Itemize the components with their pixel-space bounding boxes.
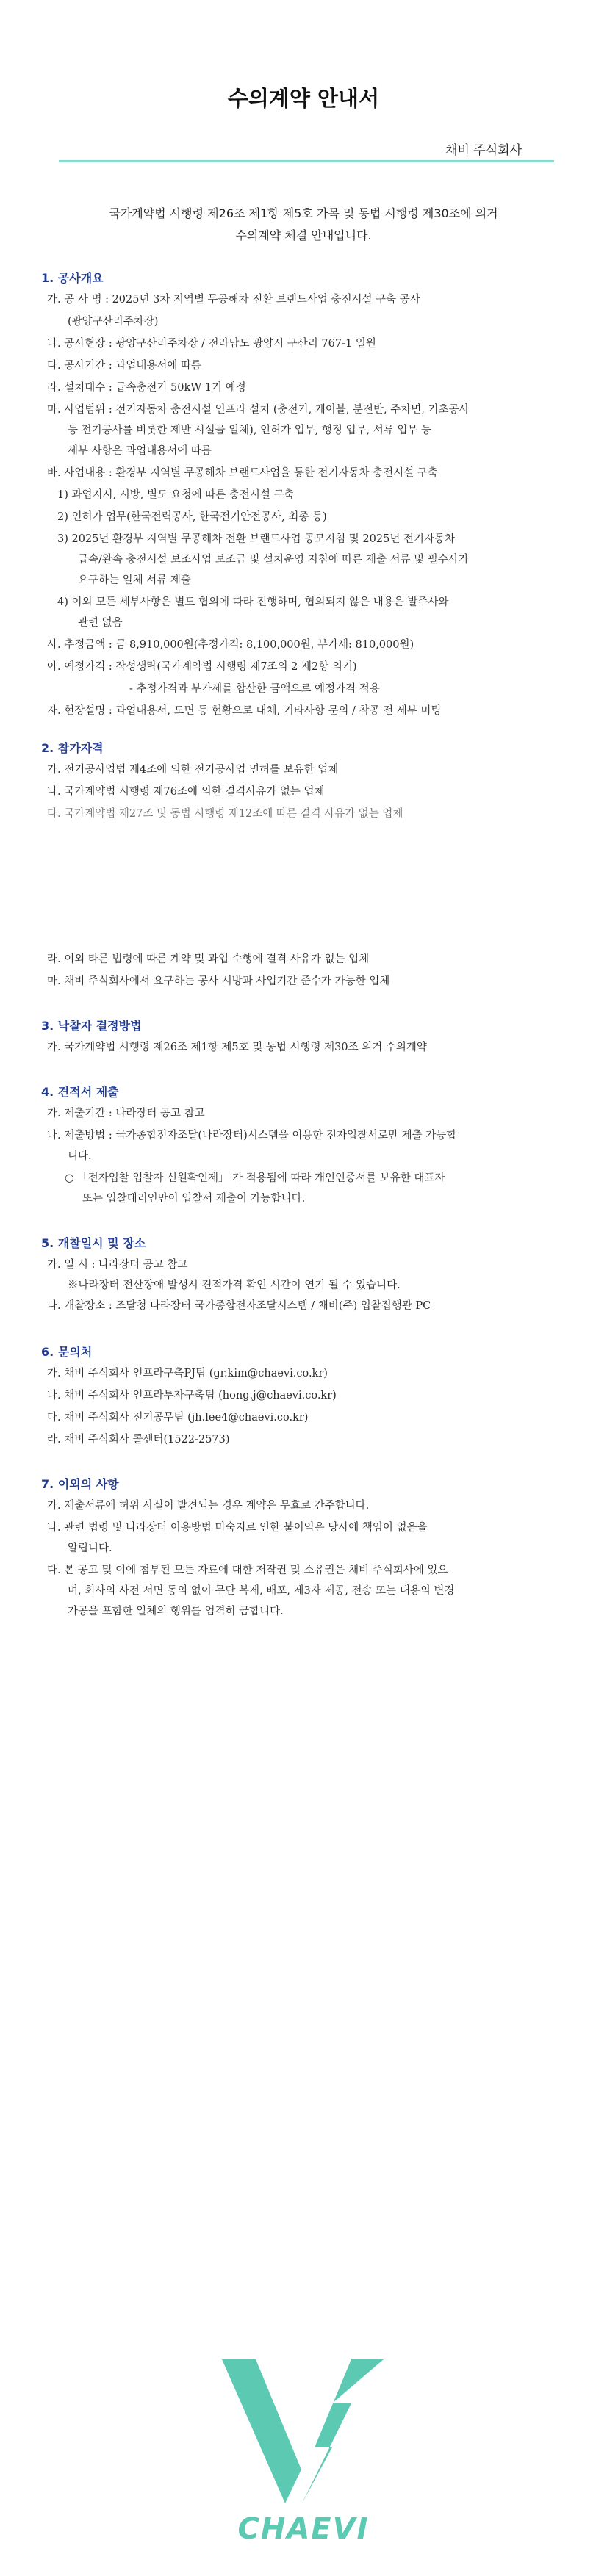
section-1-title: 1. 공사개요	[41, 271, 104, 285]
s1-item-e-cont-2: 세부 사항은 과업내용서에 따름	[68, 445, 212, 457]
s1-item-f3: 3) 2025년 환경부 지역별 무공해차 전환 브랜드사업 공모지침 및 2025년 전기자동차	[57, 533, 455, 545]
s4-note: ○ 「전자입찰 입찰자 신원확인제」 가 적용됨에 따라 개인인증서를 보유한 대표자	[65, 1172, 445, 1184]
header-divider	[59, 160, 554, 162]
s1-item-e: 마. 사업범위 : 전기자동차 충전시설 인프라 설치 (충전기, 케이블, 분전반, 주차면, 기초공사	[47, 404, 470, 416]
s6-contact-c: 다. 채비 주식회사 전기공무팀 (jh.lee4@chaevi.co.kr)	[47, 1412, 309, 1424]
s5-item-a-note: ※나라장터 전산장애 발생시 견적가격 확인 시간이 연기 될 수 있습니다.	[68, 1280, 401, 1291]
section-6-title: 6. 문의처	[41, 1345, 93, 1359]
s1-item-i: 자. 현장설명 : 과업내용서, 도면 등 현황으로 대체, 기타사항 문의 / 착공 전 세부 미팅	[47, 705, 442, 717]
s5-item-b: 나. 개찰장소 : 조달청 나라장터 국가종합전자조달시스템 / 채비(주) 입찰집행관 PC	[47, 1300, 431, 1312]
s7-item-b-cont: 알립니다.	[68, 1543, 112, 1554]
s6-contact-a: 가. 채비 주식회사 인프라구축PJ팀 (gr.kim@chaevi.co.kr)	[47, 1368, 328, 1379]
s6-contact-b: 나. 채비 주식회사 인프라투자구축팀 (hong.j@chaevi.co.kr)	[47, 1390, 337, 1401]
s1-item-f2: 2) 인허가 업무(한국전력공사, 한국전기안전공사, 최종 등)	[57, 511, 327, 523]
s4-item-a: 가. 제출기간 : 나라장터 공고 참고	[47, 1108, 205, 1119]
s4-item-b-cont: 니다.	[68, 1150, 92, 1162]
s2-item-b: 나. 국가계약법 시행령 제76조에 의한 결격사유가 없는 업체	[47, 786, 325, 798]
s1-item-b: 나. 공사현장 : 광양구산리주차장 / 전라남도 광양시 구산리 767-1 일원	[47, 338, 376, 350]
logo-bolt-stroke	[301, 2359, 384, 2505]
section-7-title: 7. 이외의 사항	[41, 1477, 119, 1491]
s7-item-c: 다. 본 공고 및 이에 첨부된 모든 자료에 대한 저작권 및 소유권은 채비 주식회사에 있으	[47, 1565, 448, 1576]
logo-wordmark: CHAEVI	[237, 2512, 370, 2546]
intro-line-1: 국가계약법 시행령 제26조 제1항 제5호 가목 및 동법 시행령 제30조에 의거	[109, 206, 498, 220]
s3-item-a: 가. 국가계약법 시행령 제26조 제1항 제5호 및 동법 시행령 제30조 의거 수의계약	[47, 1042, 427, 1053]
s2-item-d: 라. 이외 타른 법령에 따른 계약 및 과업 수행에 결격 사유가 없는 업체	[47, 953, 370, 965]
s1-item-f4: 4) 이외 모든 세부사항은 별도 협의에 따라 진행하며, 협의되지 않은 내용은 발주사와	[57, 596, 449, 608]
intro-line-2: 수의계약 체결 안내입니다.	[235, 228, 372, 242]
company-name: 채비 주식회사	[445, 143, 522, 158]
section-4-title: 4. 견적서 제출	[41, 1085, 119, 1099]
s1-item-c: 다. 공사기간 : 과업내용서에 따름	[47, 360, 202, 372]
document-title: 수의계약 안내서	[227, 86, 380, 111]
s1-item-a: 가. 공 사 명 : 2025년 3차 지역별 무공해차 전환 브랜드사업 충전시설 구축 공사	[47, 294, 420, 306]
chaevi-v-bolt-logo	[222, 2359, 384, 2536]
s2-item-a: 가. 전기공사업법 제4조에 의한 전기공사업 면허를 보유한 업체	[47, 764, 339, 776]
s7-item-c-cont-1: 며, 회사의 사전 서면 동의 없이 무단 복제, 배포, 제3자 제공, 전송 또는 내용의 변경	[68, 1585, 455, 1597]
s1-item-f3-cont-1: 급속/완속 충전시설 보조사업 보조금 및 설치운영 지침에 따른 제출 서류 및 필수사가	[78, 554, 469, 566]
section-5-title: 5. 개찰일시 및 장소	[41, 1236, 146, 1250]
s1-item-g: 사. 추정금액 : 금 8,910,000원(추정가격: 8,100,000원, 부가세: 810,000원)	[47, 639, 414, 651]
s2-item-c: 다. 국가계약법 제27조 및 동법 시행령 제12조에 따른 결격 사유가 없는 업체	[47, 808, 403, 820]
s7-item-a: 가. 제출서류에 허위 사실이 발견되는 경우 계약은 무효로 간주합니다.	[47, 1500, 370, 1512]
s4-note-cont: 또는 입찰대리인만이 입찰서 제출이 가능합니다.	[82, 1193, 306, 1205]
s1-item-f: 바. 사업내용 : 환경부 지역별 무공해차 브랜드사업을 통한 전기자동차 충전시설 구축	[47, 467, 438, 479]
s4-item-b: 나. 제출방법 : 국가종합전자조달(나라장터)시스템을 이용한 전자입찰서로만 제출 가능합	[47, 1130, 457, 1141]
s7-item-b: 나. 관련 법령 및 나라장터 이용방법 미숙지로 인한 불이익은 당사에 책임이 없음을	[47, 1522, 428, 1534]
s1-item-e-cont-1: 등 전기공사를 비롯한 제반 시설물 일체), 인허가 업무, 행정 업무, 서류 업무 등	[68, 425, 432, 436]
s1-item-f4-cont: 관련 없음	[78, 617, 123, 629]
s7-item-c-cont-2: 가공을 포함한 일체의 행위를 엄격히 금합니다.	[68, 1606, 284, 1617]
section-3-title: 3. 낙찰자 결정방법	[41, 1019, 142, 1033]
s6-contact-d: 라. 채비 주식회사 콜센터(1522-2573)	[47, 1434, 230, 1446]
logo-v-left-stroke	[222, 2359, 301, 2503]
s5-item-a: 가. 일 시 : 나라장터 공고 참고	[47, 1259, 188, 1271]
s1-item-f3-cont-2: 요구하는 일체 서류 제출	[78, 574, 191, 586]
s1-item-h: 아. 예정가격 : 작성생략(국가계약법 시행령 제7조의 2 제2항 의거)	[47, 661, 357, 673]
s1-item-f1: 1) 과업지시, 시방, 별도 요청에 따른 충전시설 구축	[57, 489, 295, 501]
s2-item-e: 마. 채비 주식회사에서 요구하는 공사 시방과 사업기간 준수가 가능한 업체	[47, 975, 390, 987]
intro-text	[0, 203, 607, 247]
s1-item-h-cont: - 추정가격과 부가세를 합산한 금액으로 예정가격 적용	[129, 683, 380, 695]
section-2-title: 2. 참가자격	[41, 741, 104, 755]
s1-item-a-cont: (광양구산리주차장)	[68, 316, 159, 328]
s1-item-d: 라. 설치대수 : 급속충전기 50kW 1기 예정	[47, 382, 246, 394]
